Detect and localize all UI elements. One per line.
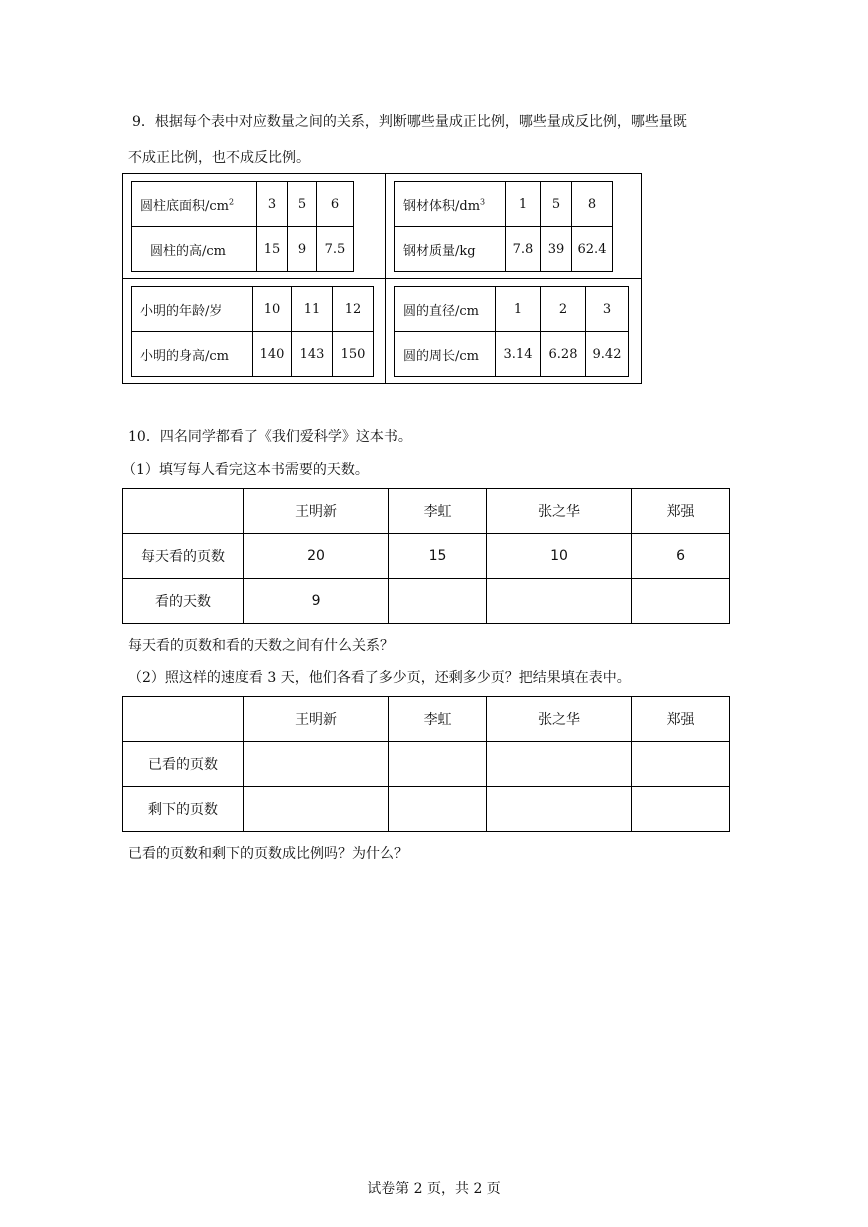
- row-label: 已看的页数: [123, 742, 244, 787]
- cell: 15: [389, 534, 487, 579]
- answer-cell[interactable]: [389, 787, 487, 832]
- cell: 9.42: [586, 332, 629, 377]
- table-row: [123, 787, 730, 832]
- cell: 9: [288, 227, 317, 272]
- cell: 143: [292, 332, 333, 377]
- cell: 11: [292, 287, 333, 332]
- cell: 6.28: [541, 332, 586, 377]
- cell: 8: [572, 182, 613, 227]
- table-row: [395, 227, 613, 272]
- cell: 15: [257, 227, 288, 272]
- table-row: [123, 697, 730, 742]
- header-cell: 郑强: [632, 489, 730, 534]
- q9-tables-frame: [122, 173, 642, 384]
- table-cylinder: [131, 181, 354, 272]
- header-empty-cell: [123, 489, 244, 534]
- row-label: 每天看的页数: [123, 534, 244, 579]
- cell: 7.8: [506, 227, 541, 272]
- frame-horizontal-divider: [123, 278, 641, 279]
- row-label: 小明的年龄/岁: [132, 287, 253, 332]
- cell: 10: [487, 534, 632, 579]
- cell: 1: [506, 182, 541, 227]
- table-row: [395, 182, 613, 227]
- cell: 6: [317, 182, 354, 227]
- q9-line1: 9．根据每个表中对应数量之间的关系，判断哪些量成正比例，哪些量成反比例，哪些量既: [132, 114, 687, 130]
- header-cell: 张之华: [487, 697, 632, 742]
- header-cell: 李虹: [389, 489, 487, 534]
- row-label: 小明的身高/cm: [132, 332, 253, 377]
- cell: 12: [333, 287, 374, 332]
- table-row: [123, 742, 730, 787]
- q10-title: 10．四名同学都看了《我们爱科学》这本书。: [128, 429, 412, 445]
- row-label: 圆柱的高/cm: [132, 227, 257, 272]
- cell: 1: [496, 287, 541, 332]
- header-cell: 张之华: [487, 489, 632, 534]
- answer-cell[interactable]: [487, 787, 632, 832]
- q9-line2: 不成正比例，也不成反比例。: [128, 150, 310, 166]
- row-label: 看的天数: [123, 579, 244, 624]
- cell: 9: [244, 579, 389, 624]
- answer-cell[interactable]: [632, 787, 730, 832]
- cell: 140: [253, 332, 292, 377]
- cell: 3.14: [496, 332, 541, 377]
- table-row: [123, 489, 730, 534]
- answer-cell[interactable]: [244, 787, 389, 832]
- q10-table1: [122, 488, 730, 624]
- table-circle: [394, 286, 629, 377]
- row-label: 圆的周长/cm: [395, 332, 496, 377]
- q10-table2: [122, 696, 730, 832]
- row-label: 圆的直径/cm: [395, 287, 496, 332]
- table-row: [132, 227, 354, 272]
- cell: 6: [632, 534, 730, 579]
- cell: 150: [333, 332, 374, 377]
- table-row: [123, 534, 730, 579]
- answer-cell[interactable]: [389, 742, 487, 787]
- cell: 39: [541, 227, 572, 272]
- q10-question1: 每天看的页数和看的天数之间有什么关系？: [128, 638, 394, 654]
- page-footer: 试卷第 2 页，共 2 页: [367, 1181, 501, 1197]
- cell: 3: [586, 287, 629, 332]
- table-row: [132, 332, 374, 377]
- header-cell: 郑强: [632, 697, 730, 742]
- table-row: [132, 287, 374, 332]
- header-cell: 王明新: [244, 489, 389, 534]
- table-steel: [394, 181, 613, 272]
- answer-cell[interactable]: [389, 579, 487, 624]
- cell: 2: [541, 287, 586, 332]
- answer-cell[interactable]: [632, 742, 730, 787]
- cell: 62.4: [572, 227, 613, 272]
- cell: 7.5: [317, 227, 354, 272]
- table-xiaoming: [131, 286, 374, 377]
- answer-cell[interactable]: [244, 742, 389, 787]
- answer-cell[interactable]: [632, 579, 730, 624]
- cell: 20: [244, 534, 389, 579]
- answer-cell[interactable]: [487, 742, 632, 787]
- q10-question2: 已看的页数和剩下的页数成比例吗？为什么？: [128, 846, 408, 862]
- q10-part2: （2）照这样的速度看 3 天，他们各看了多少页，还剩多少页？把结果填在表中。: [128, 670, 631, 686]
- table-row: [395, 287, 629, 332]
- cell: 3: [257, 182, 288, 227]
- answer-cell[interactable]: [487, 579, 632, 624]
- row-label: 钢材质量/kg: [395, 227, 506, 272]
- cell: 5: [541, 182, 572, 227]
- q10-part1: （1）填写每人看完这本书需要的天数。: [122, 462, 369, 478]
- cell: 5: [288, 182, 317, 227]
- table-row: [395, 332, 629, 377]
- table-row: [123, 579, 730, 624]
- row-label: 剩下的页数: [123, 787, 244, 832]
- row-label: 圆柱底面积$/cm^2$: [132, 182, 257, 227]
- header-empty-cell: [123, 697, 244, 742]
- cell: 10: [253, 287, 292, 332]
- row-label: 钢材体积$/dm^3$: [395, 182, 506, 227]
- header-cell: 王明新: [244, 697, 389, 742]
- table-row: [132, 182, 354, 227]
- header-cell: 李虹: [389, 697, 487, 742]
